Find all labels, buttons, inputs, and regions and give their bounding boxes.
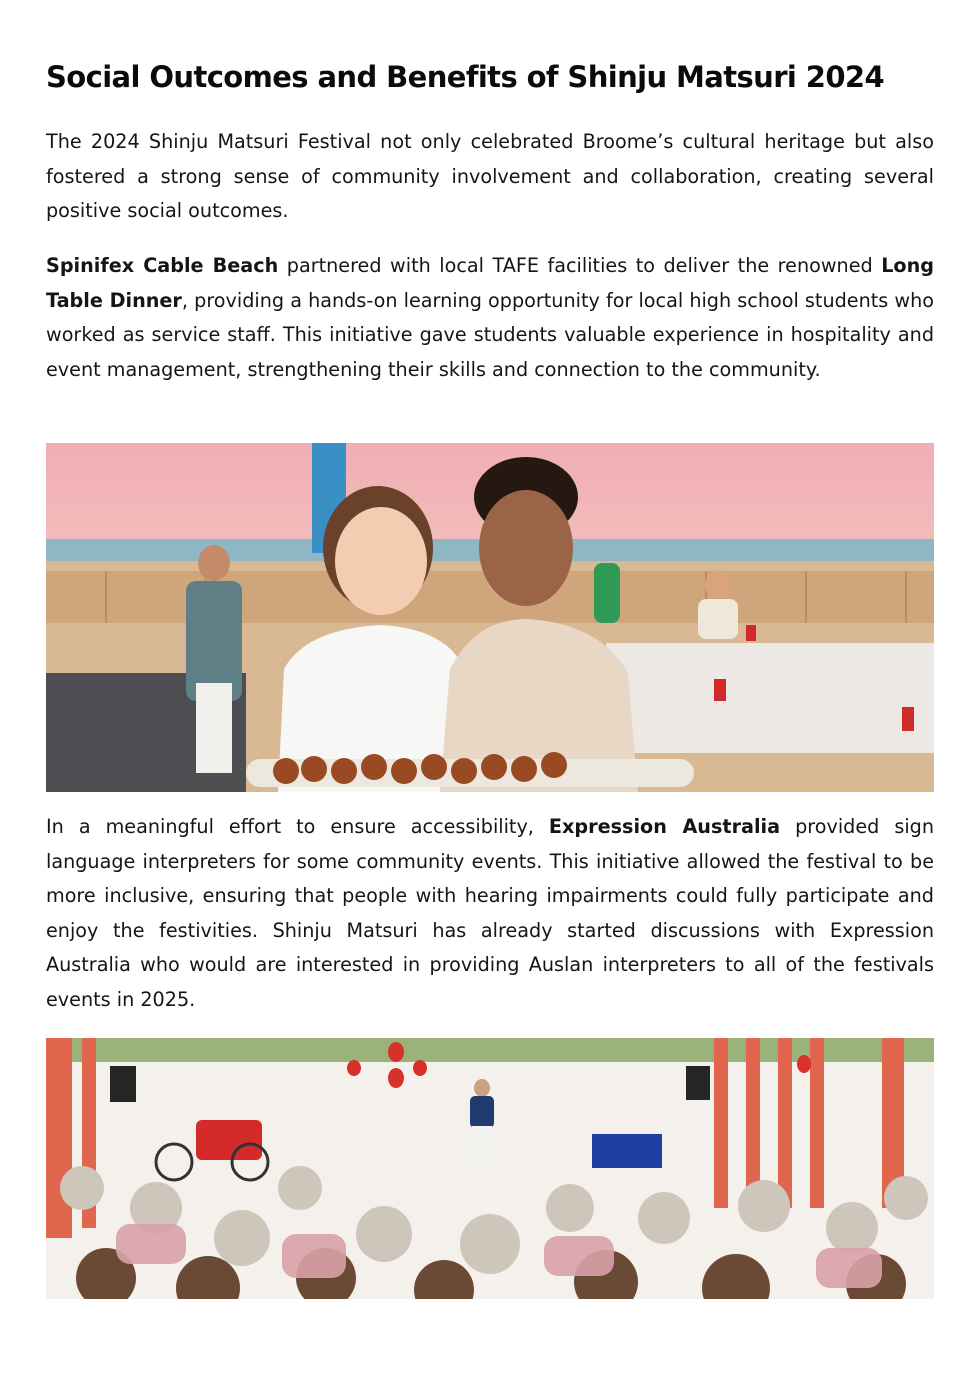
- expression-paragraph: [46, 810, 934, 1018]
- spinifex-text-a: partnered with local TAFE facilities to deliver the renowned: [278, 254, 882, 277]
- spinifex-text-b: , providing a hands-on learning opportunity for local high school students who worked as service staff. This initiative gave students valuable experience in hospitality and event management, strengthening their skills and connection to the community.: [46, 288, 934, 381]
- spinifex-org-name: Spinifex Cable Beach: [46, 254, 279, 277]
- expression-text-b: provided sign language interpreters for some community events. This initiative allowed the festival to be more inclusive, ensuring that people with hearing impairments could fully participate and enjoy the festivities. Shinju Matsuri has already started discussions with Expression Australia who would are interested in providing Auslan interpreters to all of the festivals events in 2025.: [46, 815, 934, 1011]
- expression-org-name: Expression Australia: [548, 815, 781, 838]
- page-title: Social Outcomes and Benefits of Shinju Matsuri 2024: [46, 60, 885, 94]
- expression-text-a: In a meaningful effort to ensure accessibility,: [46, 815, 549, 838]
- spinifex-paragraph: [46, 249, 934, 387]
- intro-paragraph: The 2024 Shinju Matsuri Festival not only celebrated Broome’s cultural heritage but also fostered a strong sense of community involvement and collaboration, creating several positive social outcomes.: [46, 130, 934, 223]
- long-table-dinner-photo: [46, 443, 934, 792]
- community-event-photo: [46, 1038, 934, 1299]
- long-table-dinner-name: Long Table Dinner: [46, 254, 934, 312]
